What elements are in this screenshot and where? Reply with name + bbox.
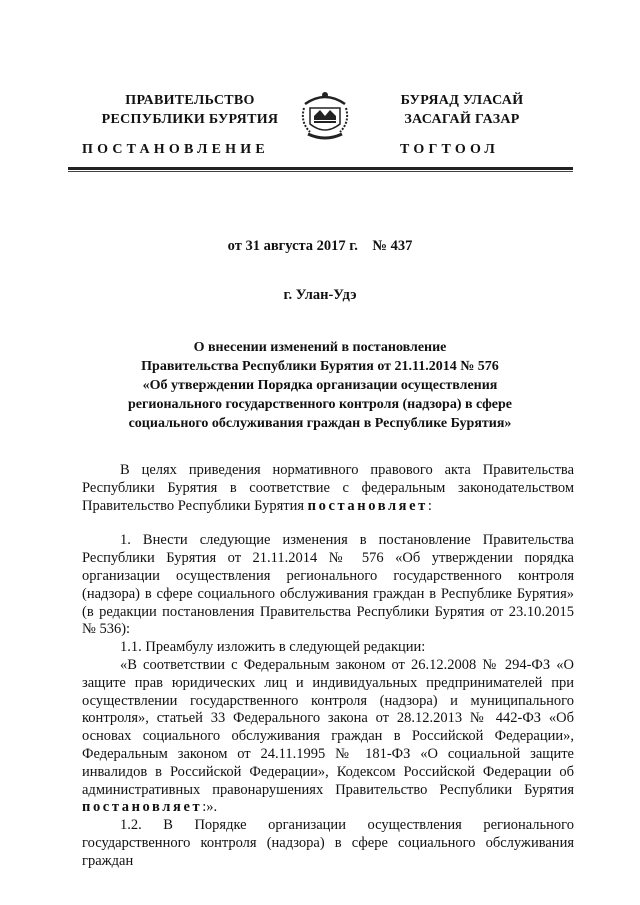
paragraph-ending: :».	[202, 799, 218, 816]
header-divider-thick	[68, 167, 573, 170]
paragraph-ending: :	[427, 497, 432, 514]
document-title	[105, 338, 535, 433]
doc-type-russian: ПОСТАНОВЛЕНИЕ	[82, 142, 269, 157]
document-body	[82, 462, 574, 871]
title-line: социального обслуживания граждан в Республике Бурятия»	[128, 416, 512, 431]
emphasis-decree-word: постановляет	[307, 497, 428, 514]
coat-of-arms-emblem	[296, 86, 354, 144]
title-line: регионального государственного контроля (надзора) в сфере	[128, 397, 512, 412]
document-city: г. Улан-Удэ	[283, 287, 357, 303]
body-paragraph: 1.1. Преамбулу изложить в следующей редакции:	[120, 639, 426, 656]
body-paragraph	[82, 462, 574, 515]
body-paragraph	[82, 657, 574, 817]
body-paragraph: 1. Внести следующие изменения в постановление Правительства Республики Бурятия от 21.11.2014 № 576 «Об утверждении порядка организации осуществления регионального государственного контроля (надзора) в сфере социального обслуживания граждан в Республике Бурятия» (в редакции постановления Правительства Республики Бурятия от 23.10.2015 № 536):	[82, 532, 574, 638]
title-line: «Об утверждении Порядка организации осуществления	[142, 378, 498, 393]
paragraph-text: «В соответствии с Федеральным законом от 26.12.2008 № 294-ФЗ «О защите прав юридических лиц и индивидуальных предпринимателей при осуществлении государственного контроля (надзора) и муниципального контроля», статьей 33 Федерального закона от 28.12.2013 № 442-ФЗ «Об основах социального обслуживания граждан в Российской Федерации», Федеральным законом от 24.11.1995 № 181-ФЗ «О социальной защите инвалидов в Российской Федерации», Кодексом Российской Федерации об административных правонарушениях Правительство Республики Бурятия	[82, 656, 574, 798]
org-name-line: БУРЯАД УЛАСАЙ	[400, 93, 524, 108]
header-divider-thin	[68, 171, 573, 172]
org-name-line: РЕСПУБЛИКИ БУРЯТИЯ	[101, 112, 279, 127]
paragraph-text: В целях приведения нормативного правового акта Правительства Республики Бурятия в соответствие с федеральным законодательством Правительство Республики Бурятия	[82, 462, 574, 514]
org-name-russian	[90, 91, 290, 129]
emphasis-decree-word: постановляет	[82, 799, 203, 816]
title-line: Правительства Республики Бурятия от 21.11.2014 № 576	[141, 359, 499, 374]
org-name-line: ЗАСАГАЙ ГАЗАР	[404, 112, 520, 127]
doc-type-buryat: ТОГТООЛ	[400, 142, 500, 157]
title-line: О внесении изменений в постановление	[193, 340, 447, 355]
body-paragraph: 1.2. В Порядке организации осуществления регионального государственного контроля (надзора) в сфере социального обслуживания граждан	[82, 817, 574, 869]
document-date-number: от 31 августа 2017 г. № 437	[227, 238, 413, 254]
org-name-line: ПРАВИТЕЛЬСТВО	[125, 93, 255, 108]
org-name-buryat	[382, 91, 542, 129]
